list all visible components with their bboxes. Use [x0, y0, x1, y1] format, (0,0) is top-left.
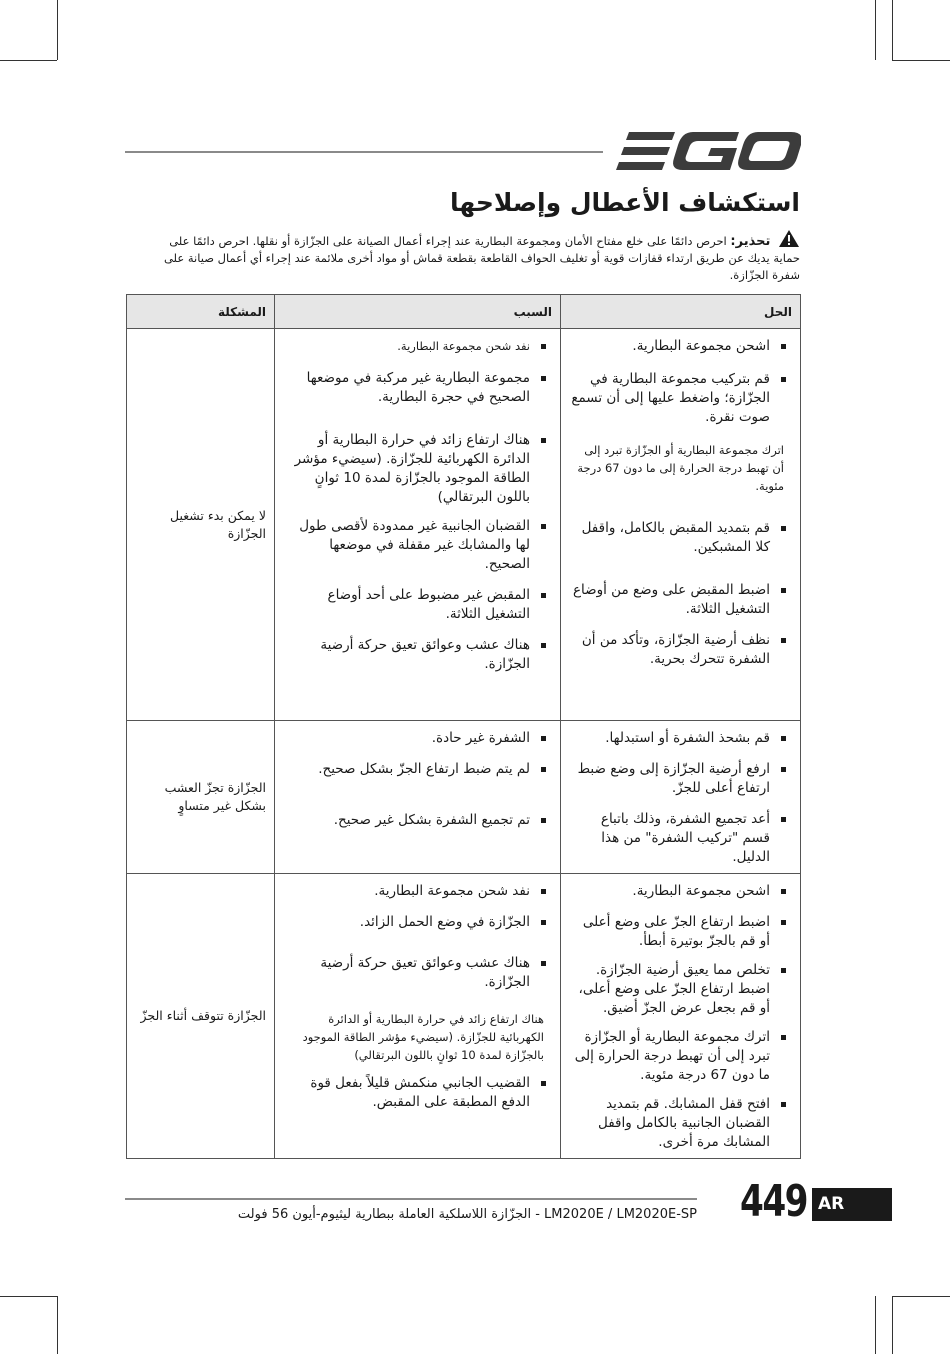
- crop-mark: [0, 1296, 57, 1297]
- crop-mark: [0, 60, 57, 61]
- cause-item: نفد شحن مجموعة البطارية.: [285, 882, 552, 901]
- header-cause: السبب: [275, 295, 561, 329]
- warning-triangle-icon: [778, 229, 800, 248]
- header-problem: المشكلة: [127, 295, 275, 329]
- problem-cell: الجزّازة تتوقف أثناء الجزّ: [127, 874, 275, 1159]
- footer-rule: [125, 1198, 697, 1200]
- cause-item: تم تجميع الشفرة بشكل غير صحيح.: [285, 811, 552, 830]
- table-row: [127, 721, 801, 874]
- header-solution: الحل: [561, 295, 801, 329]
- crop-mark: [892, 0, 893, 60]
- cause-item: الشفرة غير حادة.: [285, 729, 552, 748]
- cause-item: الجزّازة في وضع الحمل الزائد.: [285, 913, 552, 932]
- crop-mark: [892, 60, 950, 61]
- solution-item: قم بتمديد المقبض بالكامل، واقفل كلا المشبكين.: [571, 519, 792, 557]
- crop-mark: [57, 0, 58, 60]
- solutions-cell: [561, 874, 801, 1159]
- solution-item: اترك مجموعة البطارية أو الجزّازة تبرد إلى أن تهبط درجة الحرارة إلى ما دون 67 درجة مئوية.: [571, 1028, 792, 1085]
- table-row: [127, 874, 801, 1159]
- solution-item: اشحن مجموعة البطارية.: [571, 337, 792, 356]
- warning-notice: [140, 229, 800, 284]
- solution-item: اضبط ارتفاع الجزّ على وضع أعلى أو قم بالجزّ بوتيرة أبطأ.: [571, 913, 792, 951]
- header-rule: [125, 151, 603, 153]
- solution-item: افتح قفل المشابك. قم بتمديد القضبان الجانبية بالكامل واقفل المشابك مرة أخرى.: [571, 1095, 792, 1152]
- problem-cell: الجزّازة تجزّ العشب بشكل غير متساوٍ: [127, 721, 275, 874]
- solution-item: اشحن مجموعة البطارية.: [571, 882, 792, 901]
- ego-logo: [615, 130, 801, 172]
- cause-item: مجموعة البطارية غير مركبة في موضعها الصحيح في حجرة البطارية.: [285, 369, 552, 407]
- cause-item: هناك عشب وعوائق تعيق حركة أرضية الجزّازة.: [285, 954, 552, 992]
- cause-item: المقبض غير مضبوط على أحد أوضاع التشغيل الثلاثة.: [285, 586, 552, 624]
- solution-item: ارفع أرضية الجزّازة إلى وضع ضبط ارتفاع أعلى للجزّ.: [571, 760, 792, 798]
- crop-mark: [892, 1296, 950, 1297]
- causes-cell: [275, 721, 561, 874]
- solution-item: اترك مجموعة البطارية أو الجزّازة تبرد إلى أن تهبط درجة الحرارة إلى ما دون 67 درجة مئوية.: [577, 443, 784, 493]
- page-number: 449: [740, 1176, 807, 1227]
- cause-item: هناك عشب وعوائق تعيق حركة أرضية الجزّازة.: [285, 636, 552, 674]
- solution-item: نظف أرضية الجزّازة، وتأكد من أن الشفرة تتحرك بحرية.: [571, 631, 792, 669]
- cause-item: القضيب الجانبي منكمش قليلاً بفعل قوة الدفع المطبقة على المقبض.: [285, 1074, 552, 1112]
- crop-mark: [875, 1296, 876, 1354]
- footer-model-text: LM2020E / LM2020E-SP - الجزّازة اللاسلكية العاملة ببطارية ليثيوم-أيون 56 فولت: [237, 1207, 697, 1222]
- causes-cell: [275, 874, 561, 1159]
- solution-item: اضبط المقبض على وضع من أوضاع التشغيل الثلاثة.: [571, 581, 792, 619]
- troubleshooting-table: [126, 294, 801, 1159]
- causes-cell: [275, 329, 561, 721]
- cause-item: القضبان الجانبية غير ممدودة لأقصى طول لها والمشابك غير مقفلة في موضعها الصحيح.: [285, 517, 552, 574]
- problem-cell: لا يمكن بدء تشغيل الجزّازة: [127, 329, 275, 721]
- solution-item: أعد تجميع الشفرة، وذلك باتباع قسم "تركيب الشفرة" من هذا الدليل.: [571, 810, 792, 867]
- language-badge: AR: [812, 1188, 892, 1221]
- warning-text: احرص دائمًا على خلع مفتاح الأمان ومجموعة البطارية عند إجراء أعمال الصيانة على الجزّازة أو نقلها. احرص دائمًا على حماية يديك عن طريق ارتداء قفازات قوية أو تغليف الحواف القاطعة بقطعة قماش أو مواد أخرى ملائمة عند إجراء أي أعمال صيانة على شفرة الجزّازة.: [163, 234, 800, 282]
- table-row: [127, 329, 801, 721]
- solution-item: قم بتركيب مجموعة البطارية في الجزّازة؛ واضغط عليها إلى أن تسمع صوت نقرة.: [571, 370, 792, 427]
- solution-item: تخلص مما يعيق أرضية الجزّازة. اضبط ارتفاع الجزّ على وضع أعلى، أو قم بجعل عرض الجزّ أضيق.: [571, 961, 792, 1018]
- cause-item: هناك ارتفاع زائد في حرارة البطارية أو الدائرة الكهربائية للجزّازة. (سيضيء مؤشر الطاقة الموجود بالجزّازة لمدة 10 ثوانٍ باللون البرتقالي): [285, 431, 552, 507]
- solutions-cell: [561, 329, 801, 721]
- cause-item: لم يتم ضبط ارتفاع الجزّ بشكل صحيح.: [285, 760, 552, 779]
- cause-item: نفد شحن مجموعة البطارية.: [285, 337, 552, 355]
- crop-mark: [875, 0, 876, 60]
- table-header-row: [127, 295, 801, 329]
- page-title: استكشاف الأعطال وإصلاحها: [449, 188, 800, 217]
- solution-item: قم بشحذ الشفرة أو استبدلها.: [571, 729, 792, 748]
- crop-mark: [892, 1296, 893, 1354]
- solutions-cell: [561, 721, 801, 874]
- cause-item: هناك ارتفاع زائد في حرارة البطارية أو الدائرة الكهربائية للجزّازة. (سيضيء مؤشر الطاقة الموجود بالجزّازة لمدة 10 ثوانٍ باللون البرتقالي): [302, 1012, 544, 1062]
- warning-label: تحذير:: [730, 234, 771, 249]
- crop-mark: [57, 1296, 58, 1354]
